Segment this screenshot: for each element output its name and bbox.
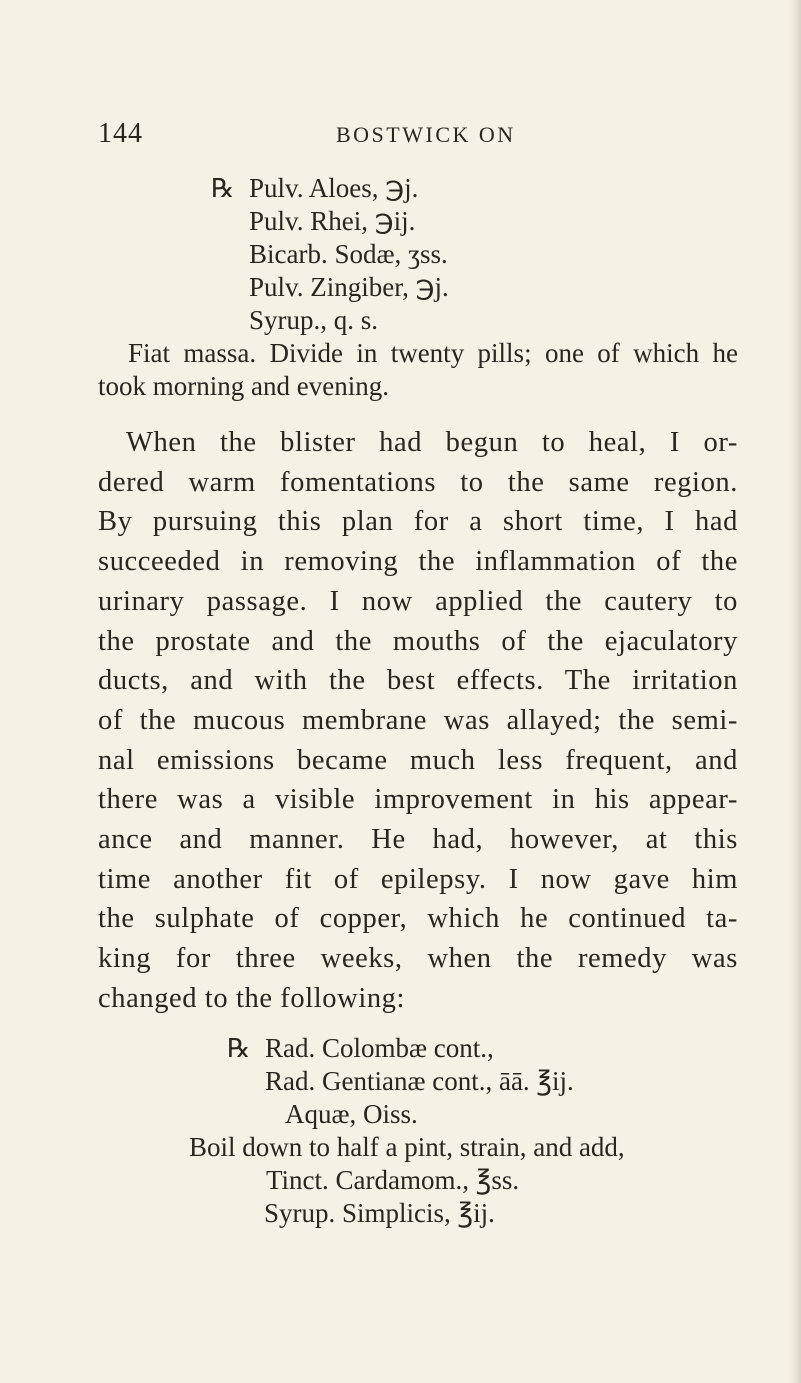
recipe-symbol: ℞ (227, 1034, 251, 1063)
prescription-1-ingredient: Syrup., q. s. (249, 305, 379, 335)
paragraph-line: By pursuing this plan for a short time, I had (98, 506, 738, 538)
main-paragraph (98, 423, 738, 1019)
prescription-1-ingredient: Pulv. Aloes, ℈j. (249, 173, 419, 203)
prescription-2-line (227, 1032, 574, 1065)
paragraph-line: When the blister had begun to heal, I or- (126, 427, 738, 458)
prescription-2-additions (266, 1164, 519, 1230)
paragraph-line: the prostate and the mouths of the ejaculatory (98, 625, 738, 657)
recipe-symbol: ℞ (211, 174, 235, 203)
page-edge-shadow (789, 0, 801, 1383)
prescription-2-addition: Tinct. Cardamom., ℥ss. (266, 1165, 520, 1195)
prescription-1-ingredient: Pulv. Rhei, ℈ij. (249, 206, 416, 236)
prescription-1-ingredient: Bicarb. Sodæ, ʒss. (249, 239, 448, 269)
directions-line: took morning and evening. (98, 371, 389, 401)
prescription-2-ingredient: Rad. Gentianæ cont., āā. ℥ij. (265, 1066, 574, 1096)
paragraph-line: there was a visible improvement in his appear- (98, 784, 738, 816)
prescription-1-directions (98, 337, 738, 403)
prescription-1-line (211, 172, 449, 205)
page-number: 144 (98, 118, 143, 149)
prescription-1 (211, 172, 449, 337)
paragraph-line: changed to the following: (98, 982, 406, 1014)
prescription-2-directions (189, 1131, 625, 1164)
paragraph-line: urinary passage. I now applied the cautery to (98, 585, 738, 617)
paragraph-line: ance and manner. He had, however, at this (98, 824, 738, 856)
prescription-2-ingredient: Rad. Colombæ cont., (265, 1033, 494, 1063)
paragraph-line: the sulphate of copper, which he continued ta- (98, 903, 738, 935)
page-header (98, 118, 718, 158)
paragraph-line: ducts, and with the best effects. The irritation (98, 665, 738, 697)
prescription-2-addition: Syrup. Simplicis, ℥ij. (264, 1198, 495, 1228)
running-head: BOSTWICK ON (336, 122, 516, 147)
paragraph-line: of the mucous membrane was allayed; the semi- (98, 704, 738, 736)
paragraph-line: dered warm fomentations to the same region. (98, 466, 738, 498)
paragraph-line: time another fit of epilepsy. I now gave him (98, 863, 738, 895)
directions-line: Boil down to half a pint, strain, and add, (189, 1132, 625, 1162)
directions-line: Fiat massa. Divide in twenty pills; one of which he (128, 338, 738, 368)
paragraph-line: nal emissions became much less frequent, and (98, 744, 738, 776)
prescription-2 (227, 1032, 574, 1131)
prescription-1-ingredient: Pulv. Zingiber, ℈j. (249, 272, 449, 302)
paragraph-line: king for three weeks, when the remedy was (98, 943, 738, 975)
paragraph-line: succeeded in removing the inflammation of the (98, 546, 738, 578)
prescription-2-ingredient: Aquæ, Oiss. (285, 1099, 418, 1129)
